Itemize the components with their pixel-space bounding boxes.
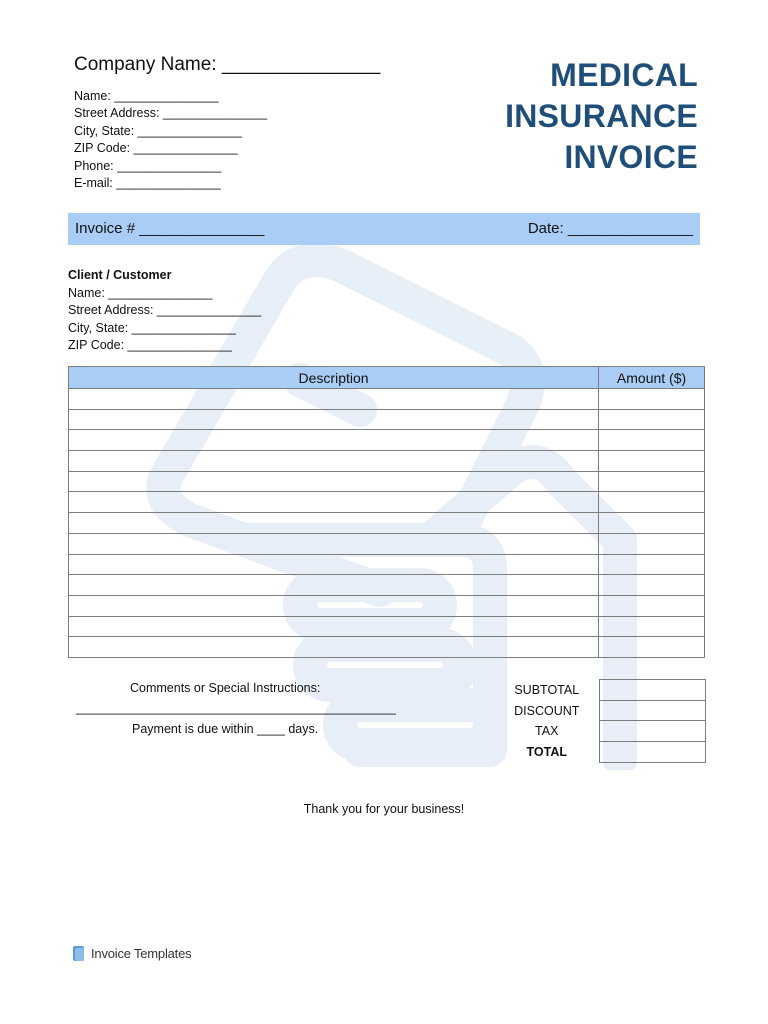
table-row bbox=[69, 554, 705, 575]
document-title bbox=[505, 55, 698, 178]
amount-cell[interactable] bbox=[599, 389, 705, 410]
table-row bbox=[69, 492, 705, 513]
client-heading: Client / Customer bbox=[68, 268, 172, 282]
table-row bbox=[69, 616, 705, 637]
amount-cell[interactable] bbox=[599, 616, 705, 637]
client-street-field: Street Address: _______________ bbox=[68, 303, 262, 318]
description-cell[interactable] bbox=[69, 616, 599, 637]
title-line-2: INSURANCE bbox=[505, 98, 698, 134]
payment-terms: Payment is due within ____ days. bbox=[132, 722, 319, 736]
amount-cell[interactable] bbox=[599, 430, 705, 451]
totals-table bbox=[495, 679, 706, 763]
comments-label: Comments or Special Instructions: bbox=[130, 681, 321, 695]
company-name-field: Name: _______________ bbox=[74, 89, 219, 103]
title-line-1: MEDICAL bbox=[550, 57, 698, 93]
description-cell[interactable] bbox=[69, 430, 599, 451]
invoice-date-label: Date: _______________ bbox=[527, 220, 693, 237]
discount-row bbox=[495, 700, 705, 721]
table-row bbox=[69, 430, 705, 451]
total-value-cell[interactable] bbox=[599, 742, 705, 763]
amount-cell[interactable] bbox=[599, 492, 705, 513]
amount-cell[interactable] bbox=[599, 533, 705, 554]
amount-cell[interactable] bbox=[599, 471, 705, 492]
table-row bbox=[69, 451, 705, 472]
amount-cell[interactable] bbox=[599, 513, 705, 534]
description-cell[interactable] bbox=[69, 451, 599, 472]
brand-name: Invoice Templates bbox=[91, 946, 192, 961]
table-row bbox=[69, 513, 705, 534]
client-name-field: Name: _______________ bbox=[68, 285, 213, 300]
description-cell[interactable] bbox=[69, 513, 599, 534]
subtotal-row bbox=[495, 680, 705, 701]
tax-row bbox=[495, 721, 705, 742]
invoice-number-label: Invoice # _______________ bbox=[75, 220, 265, 237]
description-cell[interactable] bbox=[69, 471, 599, 492]
title-line-3: INVOICE bbox=[564, 139, 698, 175]
brand-footer bbox=[72, 945, 191, 962]
company-zip-field: ZIP Code: _______________ bbox=[74, 141, 238, 156]
client-zip-field: ZIP Code: _______________ bbox=[68, 338, 232, 353]
company-details bbox=[74, 88, 267, 192]
description-cell[interactable] bbox=[69, 533, 599, 554]
table-row bbox=[69, 409, 705, 430]
table-row bbox=[69, 471, 705, 492]
discount-label: DISCOUNT bbox=[514, 703, 580, 718]
description-cell[interactable] bbox=[69, 554, 599, 575]
document-icon bbox=[72, 945, 86, 962]
description-cell[interactable] bbox=[69, 637, 599, 658]
invoice-info-bar bbox=[68, 213, 700, 245]
line-items-table bbox=[68, 366, 705, 658]
table-row bbox=[69, 389, 705, 410]
description-cell[interactable] bbox=[69, 492, 599, 513]
table-row bbox=[69, 637, 705, 658]
table-row bbox=[69, 575, 705, 596]
amount-cell[interactable] bbox=[599, 637, 705, 658]
description-cell[interactable] bbox=[69, 409, 599, 430]
subtotal-value-cell[interactable] bbox=[599, 680, 705, 701]
company-email-field: E-mail: _______________ bbox=[74, 176, 221, 191]
description-header: Description bbox=[69, 367, 599, 389]
client-section bbox=[68, 267, 261, 355]
amount-header: Amount ($) bbox=[599, 367, 705, 389]
company-street-field: Street Address: _______________ bbox=[74, 106, 268, 121]
amount-cell[interactable] bbox=[599, 451, 705, 472]
table-row bbox=[69, 595, 705, 616]
amount-cell[interactable] bbox=[599, 409, 705, 430]
total-row bbox=[495, 742, 705, 763]
company-name-label: Company Name: _______________ bbox=[74, 54, 381, 75]
company-city-state-field: City, State: _______________ bbox=[74, 123, 242, 138]
description-cell[interactable] bbox=[69, 575, 599, 596]
thank-you-message: Thank you for your business! bbox=[303, 802, 465, 816]
description-cell[interactable] bbox=[69, 389, 599, 410]
discount-value-cell[interactable] bbox=[599, 700, 705, 721]
amount-cell[interactable] bbox=[599, 595, 705, 616]
amount-cell[interactable] bbox=[599, 575, 705, 596]
total-label: TOTAL bbox=[526, 744, 567, 759]
company-phone-field: Phone: _______________ bbox=[74, 158, 222, 173]
tax-label: TAX bbox=[535, 724, 559, 739]
description-cell[interactable] bbox=[69, 595, 599, 616]
amount-cell[interactable] bbox=[599, 554, 705, 575]
client-city-state-field: City, State: _______________ bbox=[68, 320, 236, 335]
table-row bbox=[69, 533, 705, 554]
comments-line: ______________________________________________ bbox=[76, 701, 396, 715]
table-header-row bbox=[69, 367, 705, 389]
subtotal-label: SUBTOTAL bbox=[514, 682, 580, 697]
tax-value-cell[interactable] bbox=[599, 721, 705, 742]
